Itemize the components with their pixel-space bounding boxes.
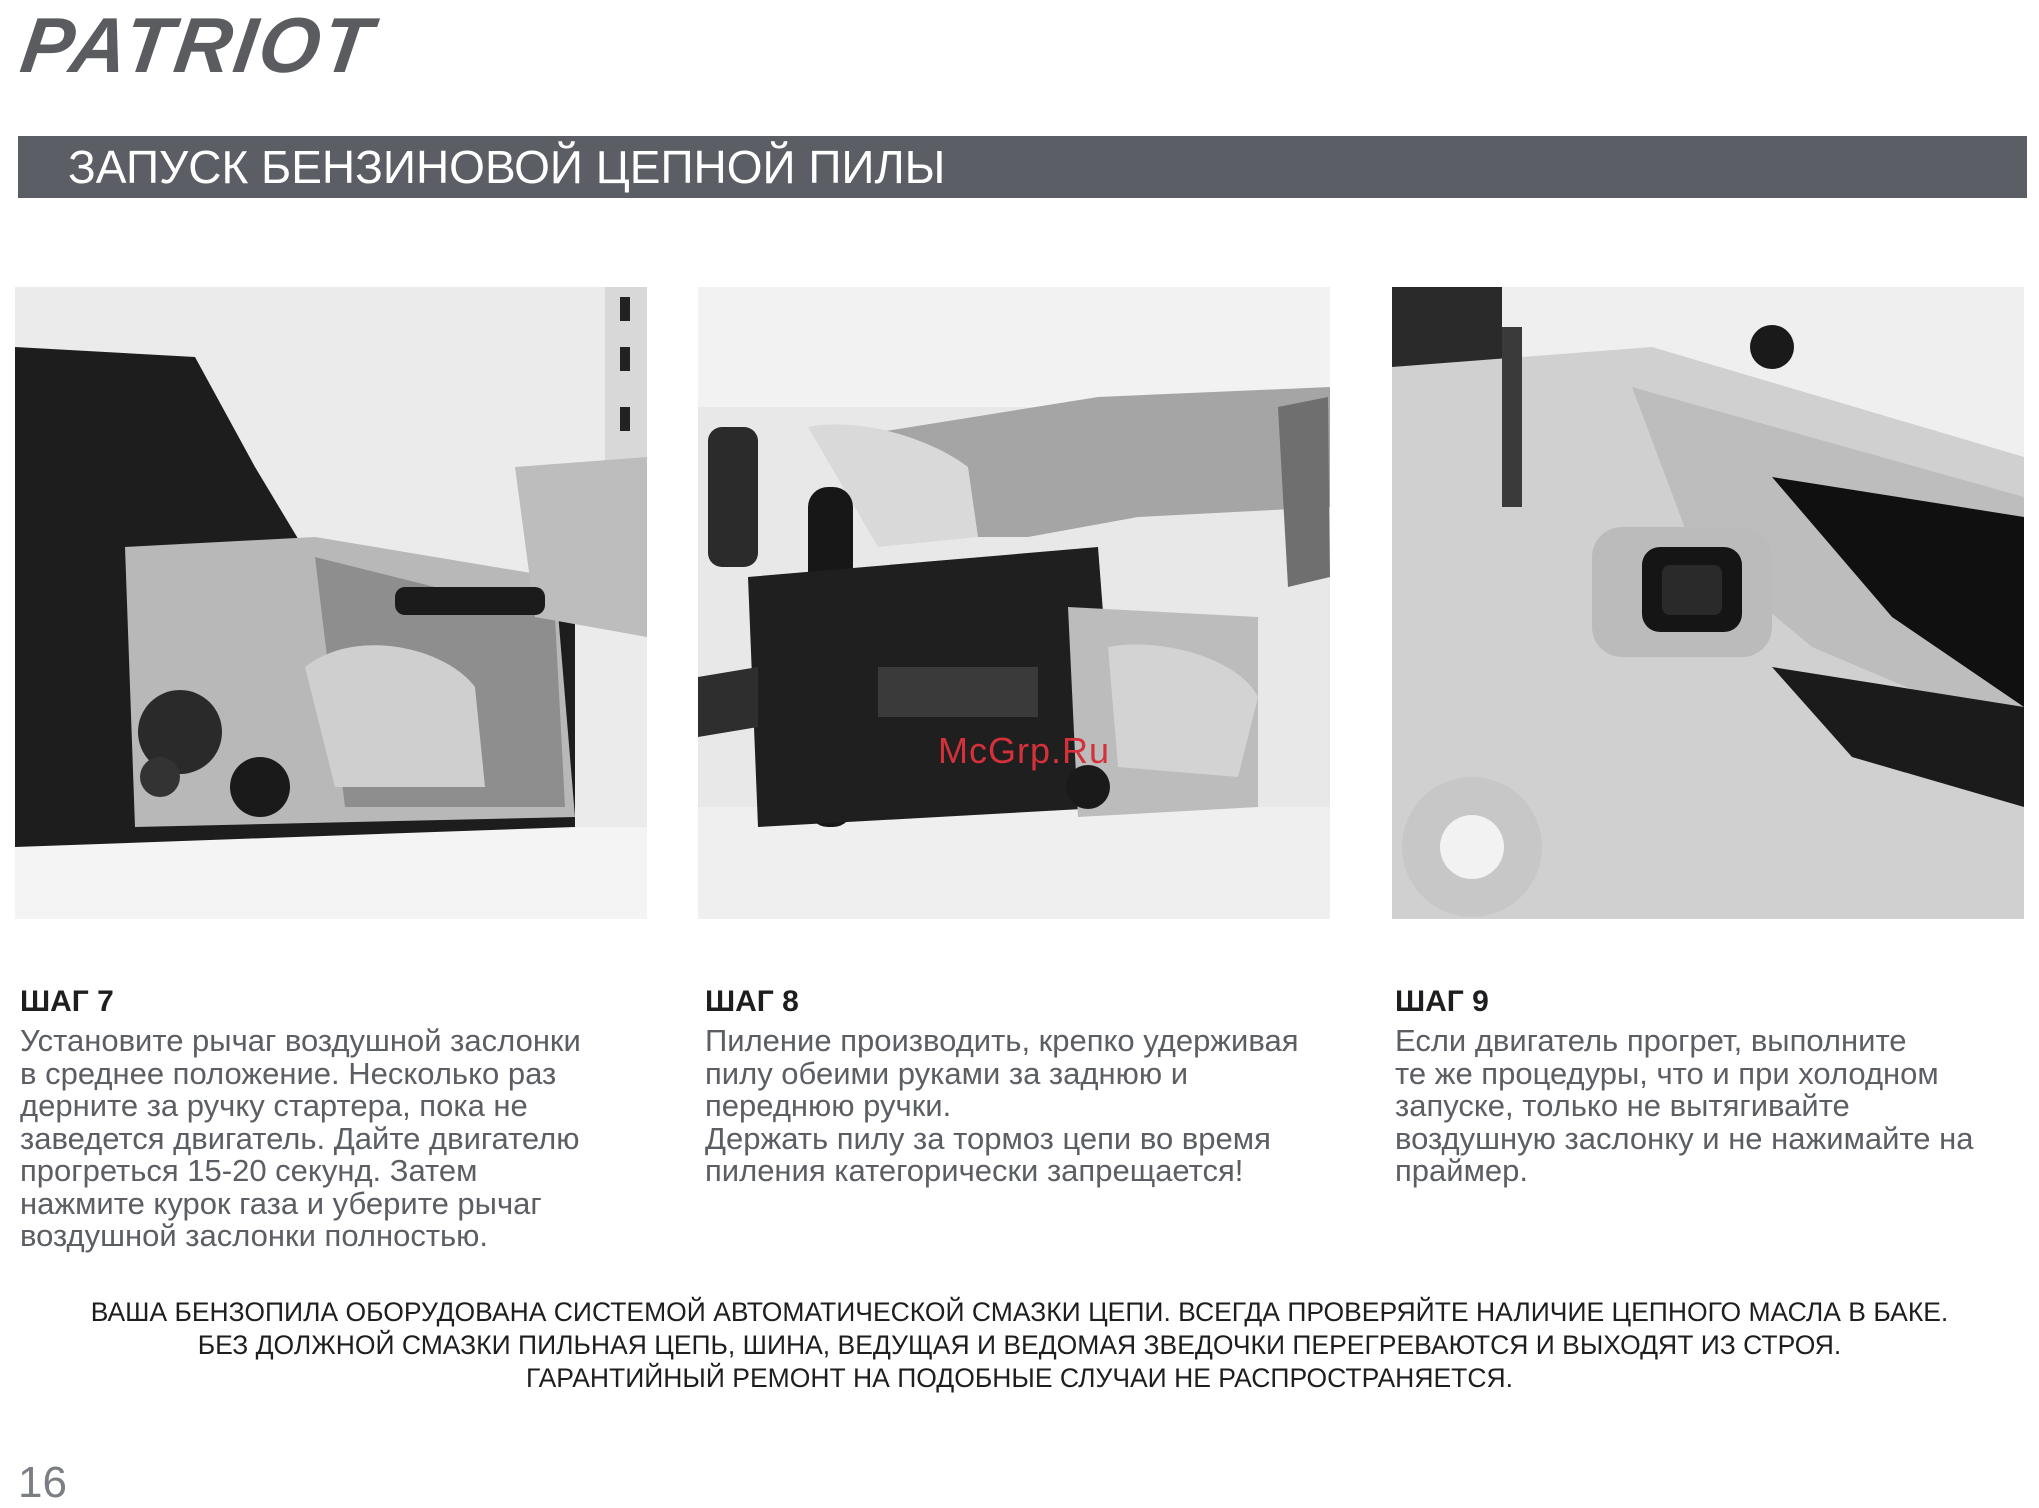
section-title: ЗАПУСК БЕНЗИНОВОЙ ЦЕПНОЙ ПИЛЫ xyxy=(18,136,2027,198)
patriot-logo: PATRIOT xyxy=(15,1,381,89)
step-9-label: ШАГ 9 xyxy=(1395,985,1489,1018)
watermark: McGrp.Ru xyxy=(938,730,1111,771)
step-9-text: Если двигатель прогрет, выполните те же процедуры, что и при холодном запуске, только не вытягивайте воздушную заслонку и не нажимайте на праймер. xyxy=(1395,1023,1974,1188)
step-8 xyxy=(705,985,1345,1188)
warning-line-2: БЕЗ ДОЛЖНОЙ СМАЗКИ ПИЛЬНАЯ ЦЕПЬ, ШИНА, ВЕДУЩАЯ И ВЕДОМАЯ ЗВЕДОЧКИ ПЕРЕГРЕВАЮТСЯ И ВЫХОДЯТ ИЗ СТРОЯ. xyxy=(197,1330,1842,1360)
chainsaw-two-hands-illustration xyxy=(698,287,1330,919)
step-8-text: Пиление производить, крепко удерживая пилу обеими руками за заднюю и переднюю ручки. Держать пилу за тормоз цепи во время пиления категорически запрещается! xyxy=(705,1023,1299,1188)
step-7-label: ШАГ 7 xyxy=(20,985,114,1018)
step-9 xyxy=(1395,985,2035,1188)
warning-line-3: ГАРАНТИЙНЫЙ РЕМОНТ НА ПОДОБНЫЕ СЛУЧАИ НЕ РАСПРОСТРАНЯЕТСЯ. xyxy=(526,1363,1513,1393)
chainsaw-switch-illustration xyxy=(1392,287,2024,919)
step-8-label: ШАГ 8 xyxy=(705,985,799,1018)
step-7 xyxy=(20,985,660,1253)
warning-line-1: ВАША БЕНЗОПИЛА ОБОРУДОВАНА СИСТЕМОЙ АВТОМАТИЧЕСКОЙ СМАЗКИ ЦЕПИ. ВСЕГДА ПРОВЕРЯЙТЕ НАЛИЧИЕ ЦЕПНОГО МАСЛА В БАКЕ. xyxy=(90,1297,1949,1327)
page-number: 16 xyxy=(18,1458,67,1507)
lubrication-warning xyxy=(0,1296,2039,1395)
photo-step-8 xyxy=(698,287,1330,919)
chainsaw-start-illustration xyxy=(15,287,647,919)
step-7-text: Установите рычаг воздушной заслонки в среднее положение. Несколько раз дерните за ручку стартера, пока не заведется двигатель. Дайте двигателю прогреться 15-20 секунд. Затем нажмите курок газа и уберите рычаг воздушной заслонки полностью. xyxy=(20,1023,581,1253)
photo-step-9 xyxy=(1392,287,2024,919)
photo-step-7 xyxy=(15,287,647,919)
